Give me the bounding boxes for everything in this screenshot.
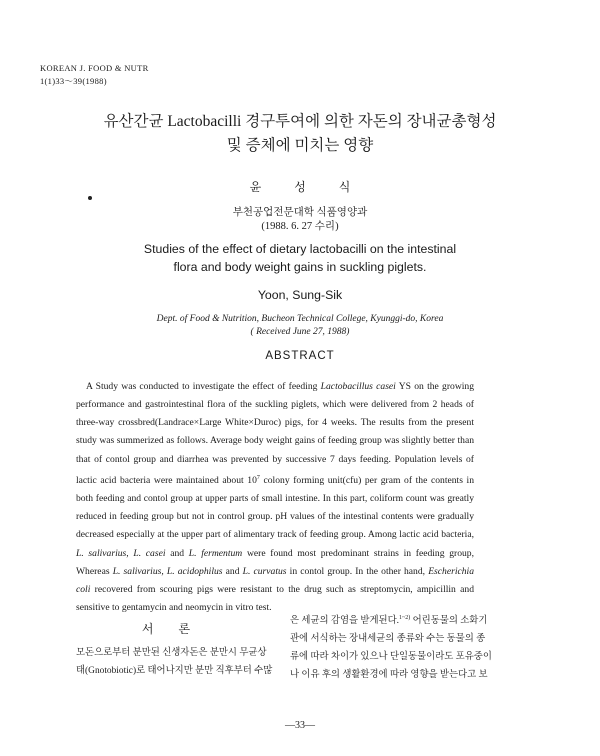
section-title-introduction: 서 론 [141,622,191,636]
journal-name: KOREAN J. FOOD & NUTR [40,63,149,73]
text-line: 나 이유 후의 생활환경에 따라 영향을 받는다고 보 [290,670,488,681]
korean-author: 윤 성 식 [249,180,351,194]
english-title-line2: flora and body weight gains in suckling piglets. [173,260,427,274]
text-line: 모돈으로부터 분만된 신생자돈은 분만시 무균상 [76,648,267,658]
reference-marker: 1~2) [399,615,411,621]
journal-citation: 1(1)33～39(1988) [40,76,107,86]
abstract-heading: ABSTRACT [265,350,335,362]
organism-name: L. salivarius, L. casei [76,547,166,559]
english-title-line1: Studies of the effect of dietary lactobacilli on the intestinal [143,242,457,256]
left-column-text [76,644,276,680]
korean-title-line2: 및 증체에 미치는 영향 [226,137,374,154]
abstract-body [76,378,474,617]
right-column-text [290,609,496,684]
bullet-mark [88,196,92,200]
exponent: 7 [256,474,260,481]
received-date-en: ( Received June 27, 1988) [250,327,350,337]
received-date-ko: (1988. 6. 27 수리) [261,221,339,232]
korean-title [0,110,600,158]
korean-affiliation-line1: 부천공업전문대학 식품영양과 [232,207,368,218]
text-line: 은 세균의 감염을 받게된다.$^{1\sim 2)}$ 어린동물의 소화기 [290,615,488,627]
journal-header [40,62,149,88]
page-number: —33— [285,720,315,731]
text-line: 관에 서식하는 장내세균의 종류와 수는 동물의 종 [290,634,486,645]
korean-affiliation [0,206,600,234]
organism-name: Escherichia coli [76,565,475,595]
organism-name: L. curvatus [242,565,287,577]
organism-name: L. fermentum [188,547,243,559]
english-affiliation [0,313,600,339]
organism-name: Lactobacillus casei [320,381,396,392]
korean-title-line1: 유산간균 Lactobacilli 경구투여에 의한 자돈의 장내균총형성 [103,113,497,130]
abstract-paragraph: A Study was conducted to investigate the effect of feeding Lactobacillus casei YS on the growing performance and gastrointestinal flora of the suckling piglets, which were delivered from 2 heads of three-way crossbred(Landrace×Large White×Duroc) pigs, for 4 weeks. The results from the present study was summerized as follows. Average body weight gains of feeding group was slightly better than that of contol group and diarrhea was prevented by successive 7 days feeding. Population levels of lactic acid bacteria were maintained about $10^7$ colony forming unit(cfu) per gram of the contents in both feeding and contol group at upper parts of small intestine. In this part, coliform count was greatly reduced in feeding group but not in control group. pH values of the intestinal contents were gradually decreased especially at the upper part of alimentary track of feeding group. Among lactic acid bacteria, L. salivarius, L. casei and L. fermentum were found most predominant strains in feeding group, Whereas L. salivarius, L. acidophilus and L. curvatus in contol group. In the other hand, Escherichia coli recovered from scouring pigs were resistant to the drug such as streptomycin, ampicillin and sensitive to gentamycin and neomycin in vitro test. [76,381,475,614]
english-author: Yoon, Sung-Sik [257,288,343,302]
english-affiliation-line1: Dept. of Food & Nutrition, Bucheon Technical College, Kyunggi-do, Korea [156,314,444,324]
text-line: 태(Gnotobiotic)로 태어나지만 분만 직후부터 수많 [76,666,273,676]
text-line: 류에 따라 차이가 있으나 단일동물이라도 포유중이 [290,652,492,663]
organism-name: L. salivarius, L. acidophilus [112,565,223,577]
english-title [0,240,600,276]
